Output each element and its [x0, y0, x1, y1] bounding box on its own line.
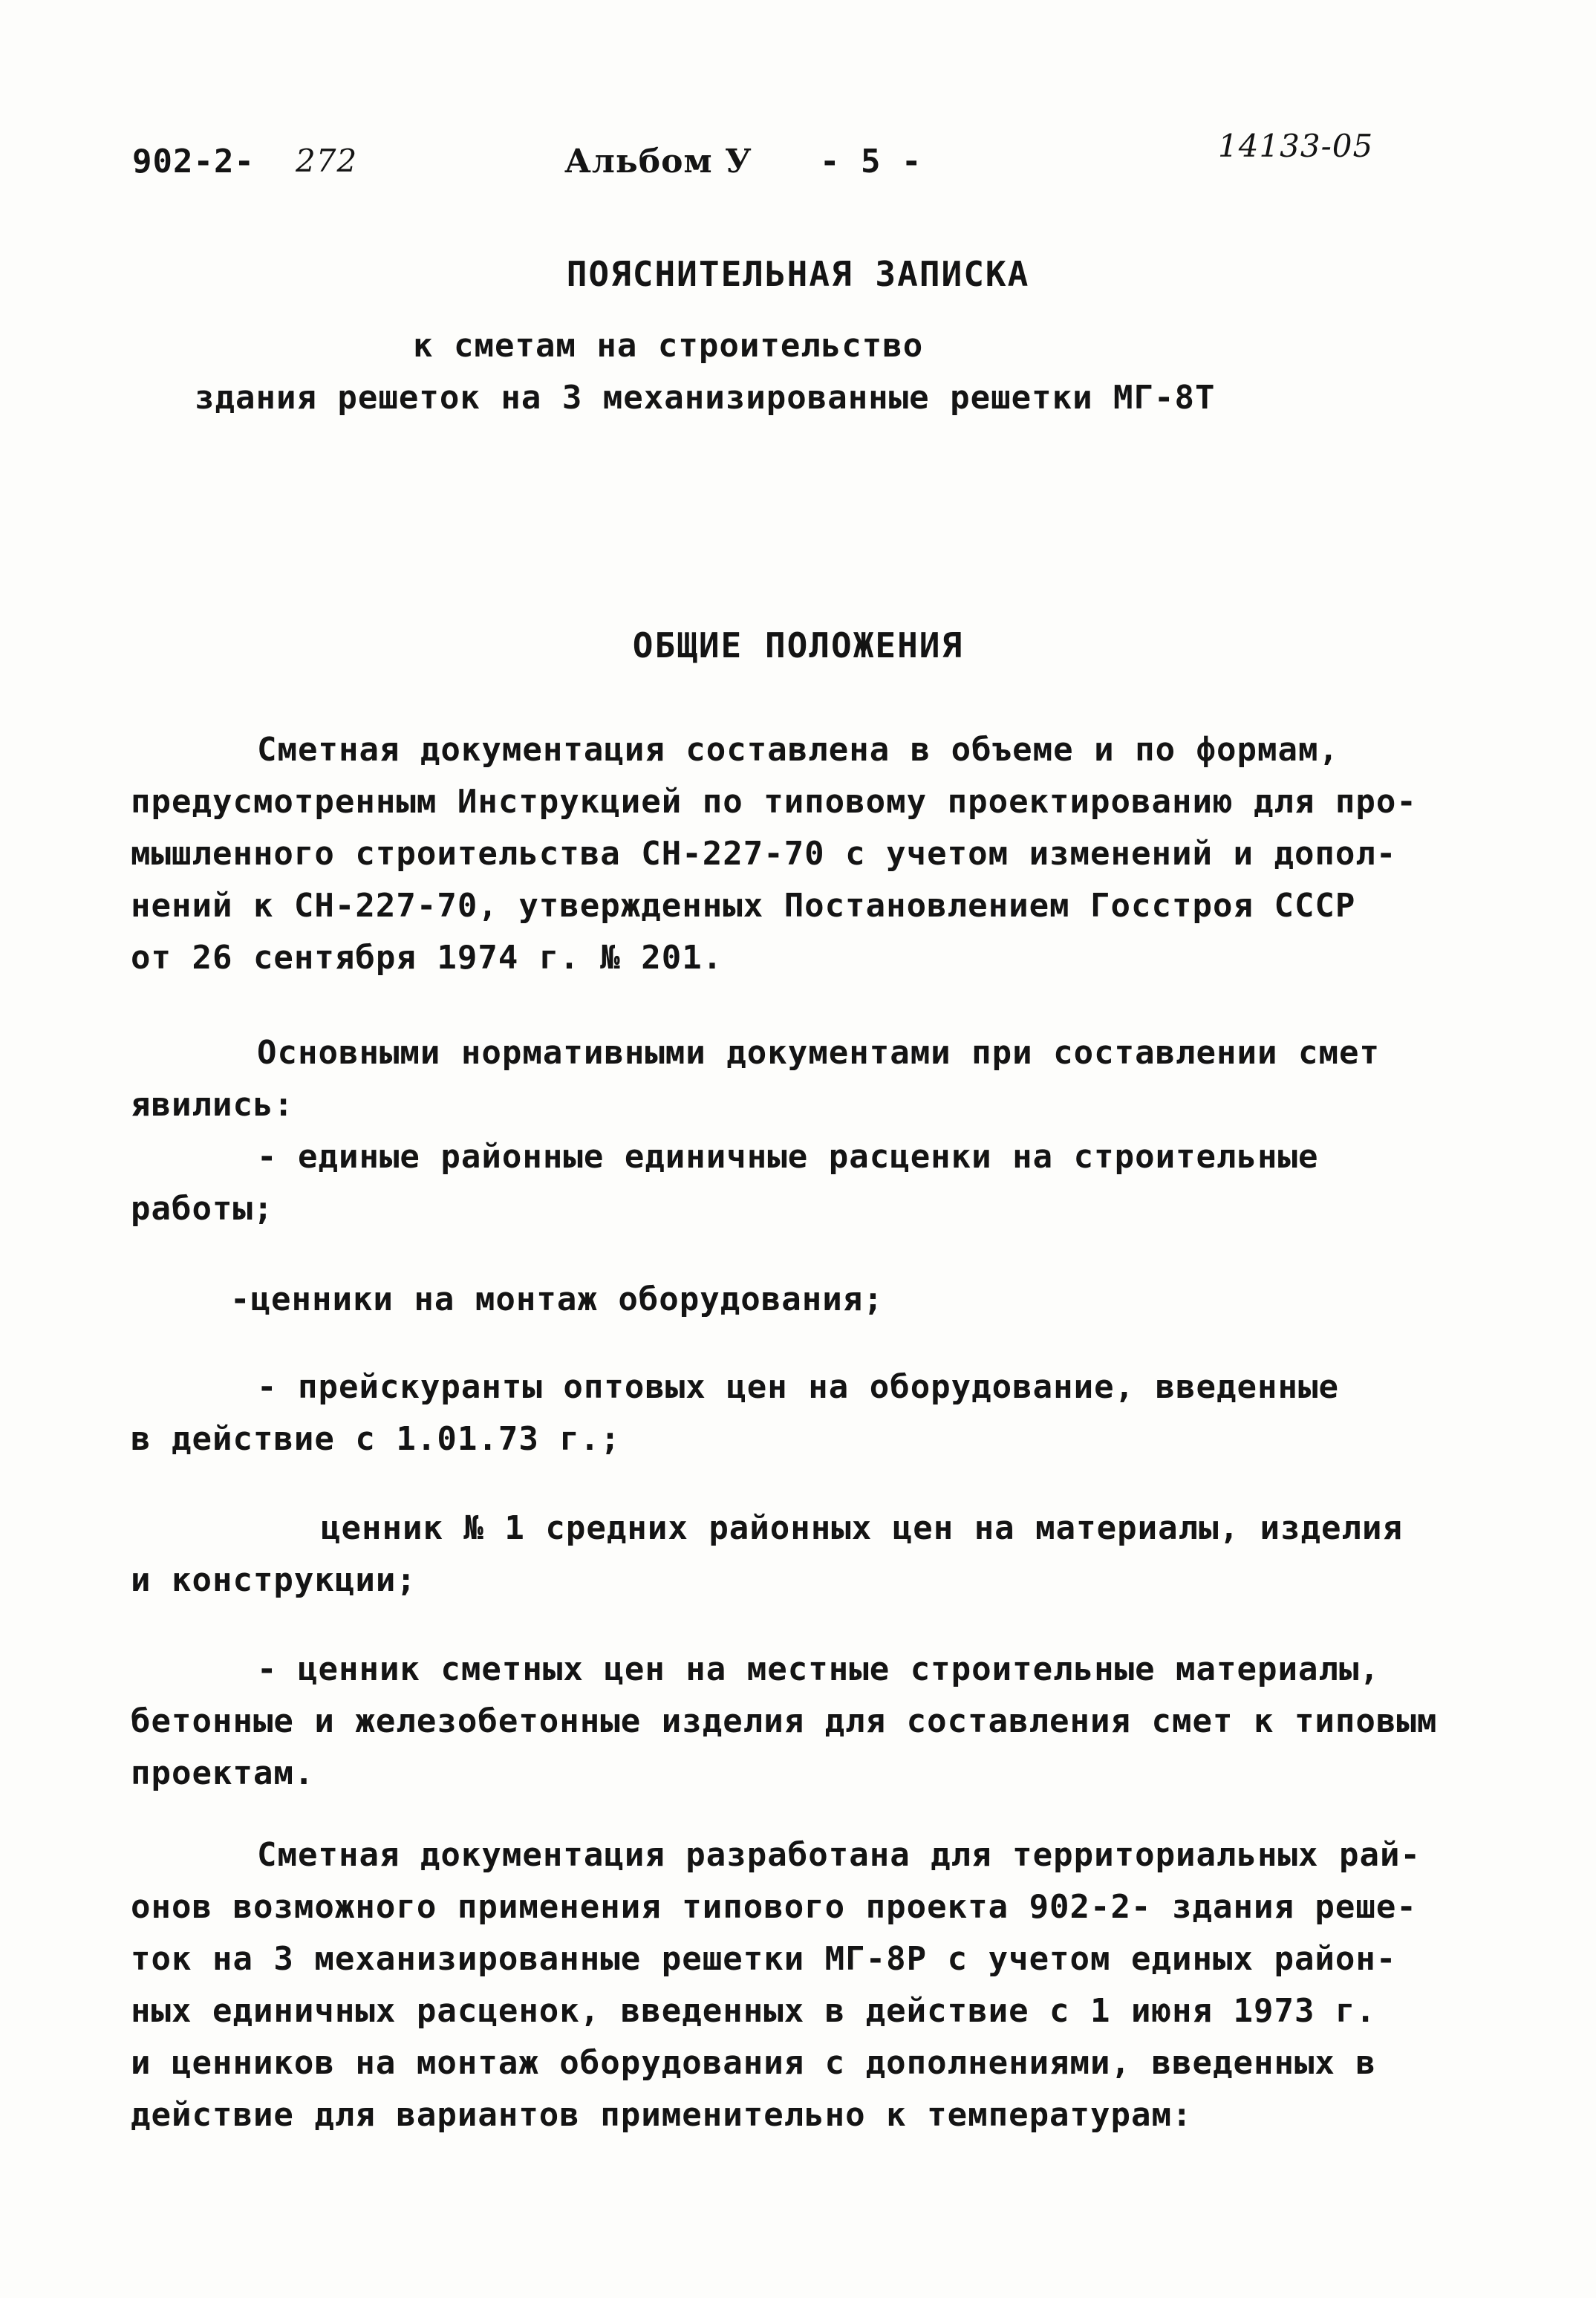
- paragraph3-line-4: ных единичных расценок, введенных в действие с 1 июня 1973 г.: [131, 1992, 1376, 2030]
- document-subtitle-1: к сметам на строительство: [413, 327, 924, 365]
- list-item-1-line-1: - единые районные единичные расценки на строительные: [257, 1138, 1319, 1176]
- doc-code: 902-2-: [132, 143, 255, 180]
- paragraph1-line-2: предусмотренным Инструкцией по типовому проектированию для про-: [131, 783, 1417, 821]
- list-item-3-line-1: - прейскуранты оптовых цен на оборудование, введенные: [257, 1368, 1339, 1406]
- album-label: Альбом У: [564, 143, 752, 180]
- paragraph2-line-2: явились:: [131, 1086, 294, 1124]
- paragraph3-line-2: онов возможного применения типового проекта 902-2- здания реше-: [131, 1888, 1417, 1926]
- paragraph3-line-5: и ценников на монтаж оборудования с дополнениями, введенных в: [131, 2044, 1376, 2082]
- paragraph3-line-6: действие для вариантов применительно к температурам:: [131, 2096, 1193, 2134]
- list-item-1-line-2: работы;: [131, 1190, 274, 1228]
- doc-code-handwritten: 272: [296, 143, 358, 179]
- list-item-3-line-2: в действие с 1.01.73 г.;: [131, 1420, 621, 1458]
- paragraph1-line-3: мышленного строительства СН-227-70 с учетом изменений и допол-: [131, 835, 1397, 873]
- paragraph3-line-3: ток на 3 механизированные решетки МГ-8Р с учетом единых район-: [131, 1940, 1397, 1978]
- list-item-5-line-1: - ценник сметных цен на местные строительные материалы,: [257, 1650, 1380, 1688]
- paragraph1-line-4: нений к СН-227-70, утвержденных Постановлением Госстроя СССР: [131, 887, 1356, 925]
- list-item-2: -ценники на монтаж оборудования;: [230, 1280, 884, 1318]
- paragraph1-line-1: Сметная документация составлена в объеме и по формам,: [257, 731, 1339, 769]
- paragraph2-line-1: Основными нормативными документами при составлении смет: [257, 1034, 1380, 1072]
- document-subtitle-2: здания решеток на 3 механизированные решетки МГ-8Т: [195, 379, 1216, 417]
- archive-number-handwritten: 14133-05: [1218, 128, 1374, 164]
- list-item-4-line-2: и конструкции;: [131, 1561, 417, 1599]
- section-heading: ОБЩИЕ ПОЛОЖЕНИЯ: [632, 625, 964, 665]
- document-title: ПОЯСНИТЕЛЬНАЯ ЗАПИСКА: [566, 254, 1030, 294]
- paragraph3-line-1: Сметная документация разработана для территориальных рай-: [257, 1836, 1421, 1874]
- page-number: - 5 -: [820, 143, 922, 180]
- list-item-5-line-3: проектам.: [131, 1754, 315, 1792]
- paragraph1-line-5: от 26 сентября 1974 г. № 201.: [131, 939, 723, 977]
- list-item-4-line-1: ценник № 1 средних районных цен на материалы, изделия: [321, 1509, 1403, 1547]
- list-item-5-line-2: бетонные и железобетонные изделия для составления смет к типовым: [131, 1702, 1438, 1740]
